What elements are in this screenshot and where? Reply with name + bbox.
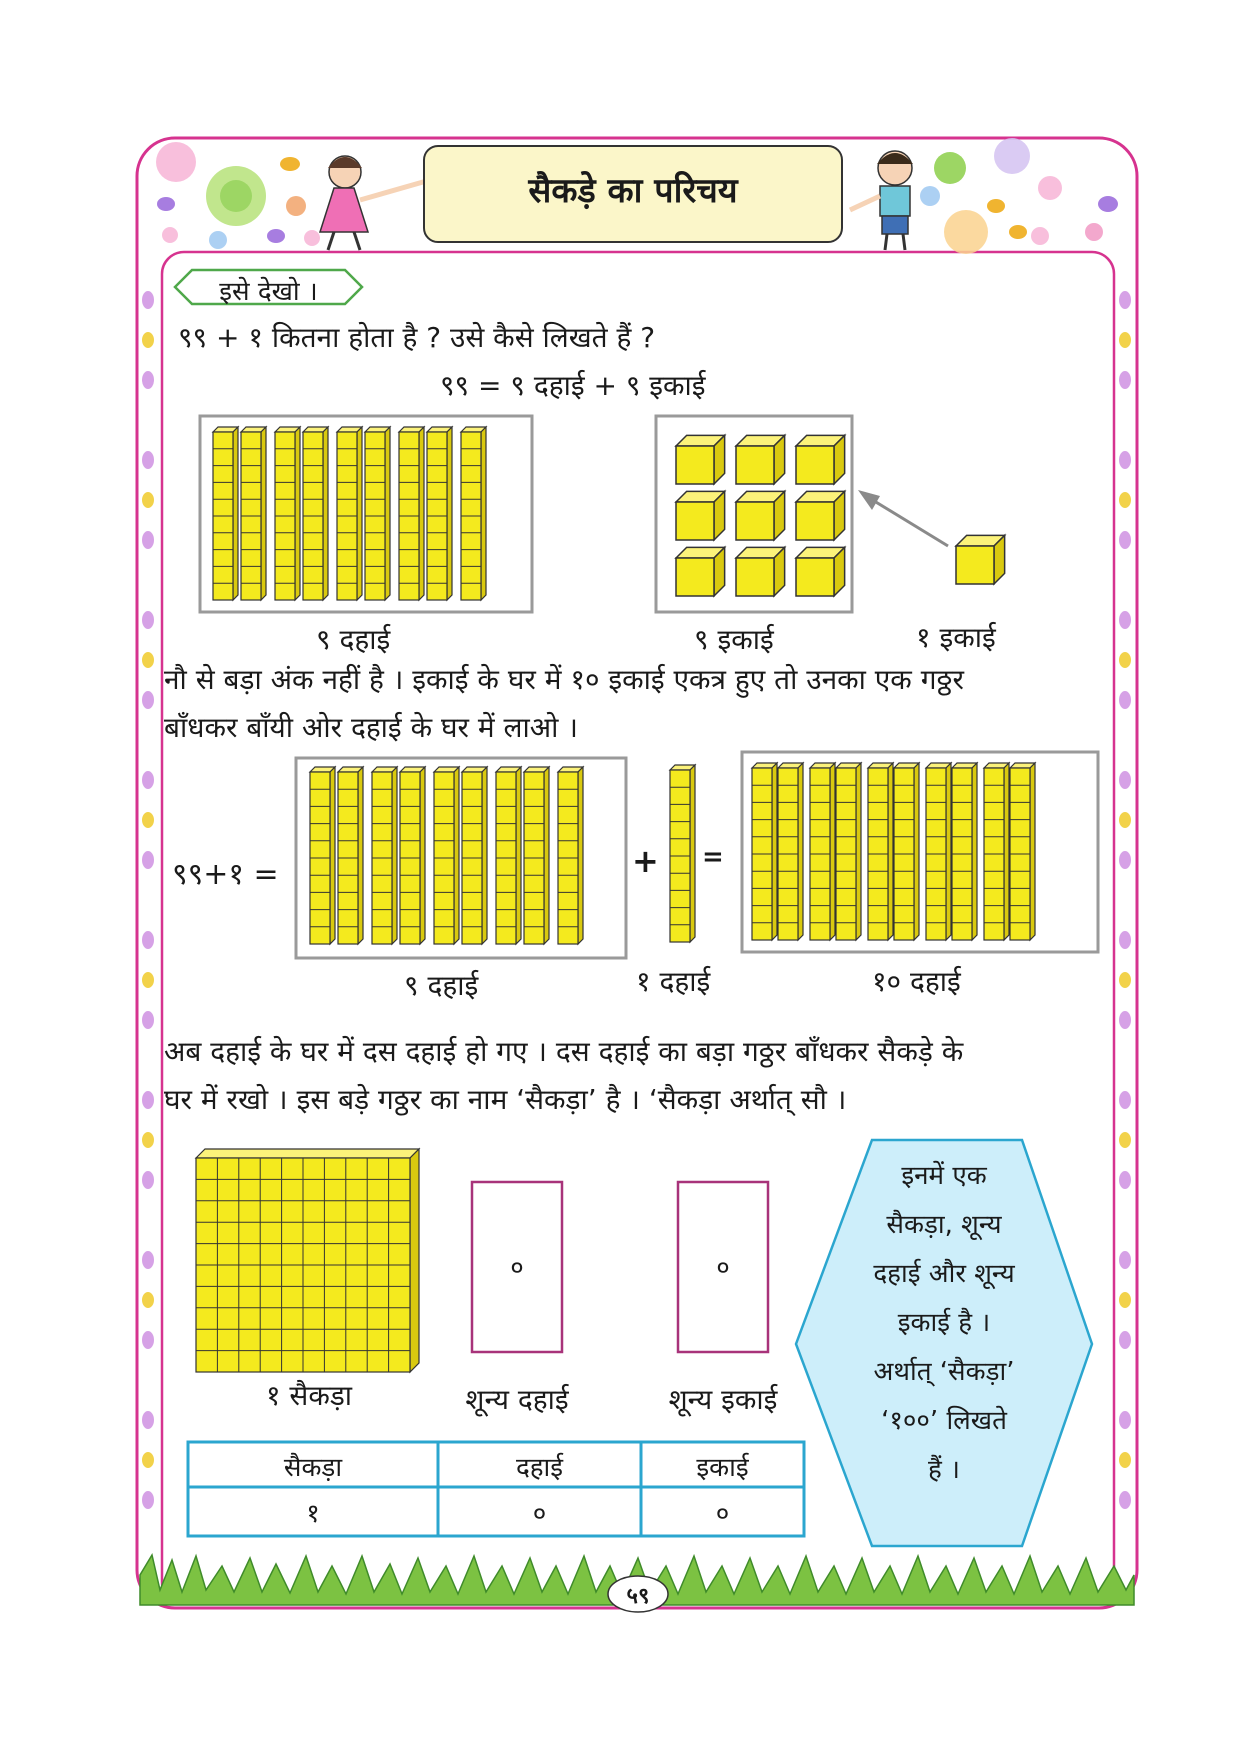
fig1-tens-rods <box>213 427 486 600</box>
ones-place-label: शून्य इकाई <box>668 1383 778 1416</box>
note-line: इनमें एक <box>901 1161 987 1191</box>
ten-rod <box>241 427 266 600</box>
unit-cube <box>736 491 785 540</box>
ten-rod <box>365 427 390 600</box>
fig2-ten-label: १० दहाई <box>872 965 961 998</box>
page-number: ५९ <box>626 1584 650 1609</box>
ten-rod <box>303 427 328 600</box>
ten-rod <box>372 767 397 944</box>
unit-cube <box>676 435 725 484</box>
fig2-one-rod <box>670 765 695 942</box>
hundred-label: १ सैकड़ा <box>265 1379 353 1412</box>
fig2-equals: = <box>702 842 724 872</box>
ten-rod <box>926 763 951 940</box>
ten-rod <box>462 767 487 944</box>
fig2-lhs: ९९+१ = <box>172 857 279 892</box>
note-text <box>810 1152 1078 1495</box>
ten-rod <box>338 767 363 944</box>
ten-rod <box>836 763 861 940</box>
unit-cube <box>796 547 845 596</box>
ones-place-value: ० <box>716 1253 730 1283</box>
ten-rod <box>670 765 695 942</box>
unit-cube <box>956 535 1005 584</box>
unit-cube <box>796 435 845 484</box>
ten-rod <box>400 767 425 944</box>
note-line: सैकड़ा, शून्य <box>886 1210 1002 1240</box>
equation-99: ९९ = ९ दहाई + ९ इकाई <box>440 369 706 402</box>
ten-rod <box>752 763 777 940</box>
fig2-one-label: १ दहाई <box>636 965 711 998</box>
para1-line2: बाँधकर बाँयी ओर दहाई के घर में लाओ । <box>164 711 578 744</box>
page-title: सैकड़े का परिचय <box>528 171 738 211</box>
table-header-ones: इकाई <box>696 1453 749 1483</box>
note-line: दहाई और शून्य <box>873 1259 1015 1289</box>
unit-cube <box>796 491 845 540</box>
tens-place-value: ० <box>510 1253 524 1283</box>
ten-rod <box>778 763 803 940</box>
fig2-nine-rods <box>310 767 583 944</box>
ten-rod <box>461 427 486 600</box>
fig2-nine-label: ९ दहाई <box>404 969 479 1002</box>
arrow-to-ones-box <box>858 490 948 546</box>
ten-rod <box>984 763 1009 940</box>
para2-line2: घर में रखो । इस बड़े गठ्ठर का नाम ‘सैकड़ा’ है । ‘सैकड़ा अर्थात् सौ । <box>164 1083 847 1116</box>
ten-rod <box>399 427 424 600</box>
note-line: ‘१००’ लिखते <box>881 1406 1007 1436</box>
note-line: अर्थात् ‘सैकड़ा’ <box>873 1357 1015 1387</box>
ten-rod <box>427 427 452 600</box>
ten-rod <box>558 767 583 944</box>
fig2-plus: + <box>632 842 659 880</box>
fig1-ones-label: ९ इकाई <box>694 623 774 656</box>
ten-rod <box>275 427 300 600</box>
question-text: ९९ + १ कितना होता है ? उसे कैसे लिखते हैं ? <box>178 321 656 354</box>
unit-cube <box>676 491 725 540</box>
ten-rod <box>952 763 977 940</box>
table-value-ones: ० <box>715 1499 730 1529</box>
tens-place-label: शून्य दहाई <box>465 1383 569 1416</box>
para2-line1: अब दहाई के घर में दस दहाई हो गए । दस दहाई का बड़ा गठ्ठर बाँधकर सैकड़े के <box>164 1035 964 1068</box>
ten-rod <box>1010 763 1035 940</box>
ten-rod <box>524 767 549 944</box>
table-value-tens: ० <box>532 1499 547 1529</box>
ten-rod <box>310 767 335 944</box>
unit-cube <box>676 547 725 596</box>
ten-rod <box>337 427 362 600</box>
fig1-one-label: १ इकाई <box>916 621 996 654</box>
unit-cube <box>736 435 785 484</box>
ten-rod <box>810 763 835 940</box>
note-line: इकाई है । <box>897 1308 991 1338</box>
ten-rod <box>213 427 238 600</box>
note-line: हैं । <box>928 1455 960 1485</box>
single-unit-cube <box>956 535 1005 584</box>
ten-rod <box>434 767 459 944</box>
para1-line1: नौ से बड़ा अंक नहीं है । इकाई के घर में १० इकाई एकत्र हुए तो उनका एक गठ्ठर <box>164 663 964 696</box>
table-value-hundreds: १ <box>306 1499 320 1529</box>
fig2-ten-rods <box>752 763 1035 940</box>
ten-rod <box>868 763 893 940</box>
hundred-flat-block <box>196 1149 419 1372</box>
table-header-tens: दहाई <box>515 1453 564 1483</box>
unit-cube <box>736 547 785 596</box>
ten-rod <box>496 767 521 944</box>
fig1-ones-cubes <box>676 435 845 596</box>
ten-rod <box>894 763 919 940</box>
fig1-tens-label: ९ दहाई <box>316 623 391 656</box>
tag-label: इसे देखो । <box>219 277 318 307</box>
table-header-hundreds: सैकड़ा <box>283 1453 343 1483</box>
